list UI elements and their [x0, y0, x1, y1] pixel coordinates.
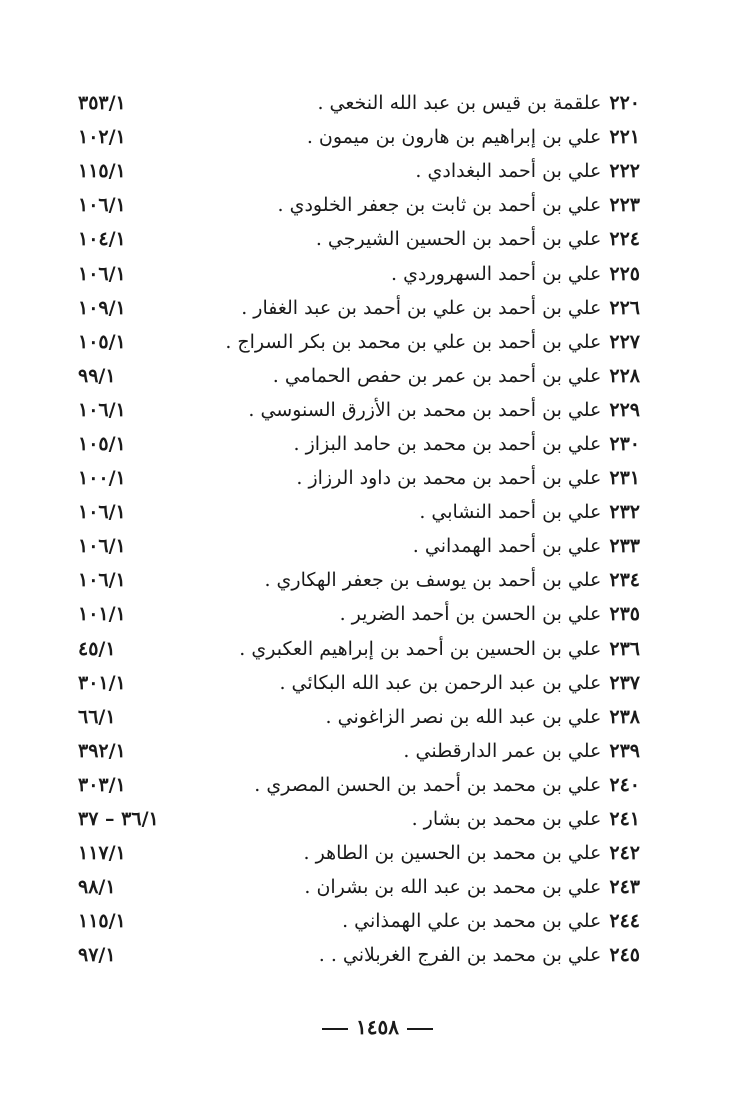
- entry-page-ref: ١١٥/١: [78, 160, 126, 183]
- index-entry: [78, 461, 640, 495]
- entry-number: ٢٤٢: [609, 842, 640, 865]
- index-entry: [78, 325, 640, 359]
- entry-number: ٢٢٣: [609, 194, 640, 217]
- index-entry: [78, 563, 640, 597]
- index-entry: [78, 529, 640, 563]
- index-entry: [78, 836, 640, 870]
- entry-main: [412, 802, 640, 836]
- entry-page-ref: ٣٠١/١: [78, 671, 126, 694]
- entry-page-ref: ١٠٦/١: [78, 535, 126, 558]
- entry-page-ref: ١٠٦/١: [78, 569, 126, 592]
- entry-main: [419, 495, 640, 529]
- entry-main: [248, 393, 640, 427]
- entry-main: [293, 427, 640, 461]
- entry-page-ref: ١٠٠/١: [78, 467, 126, 490]
- entry-name: علي بن إبراهيم بن هارون بن ميمون .: [306, 126, 602, 149]
- entry-page-ref: ١٠٤/١: [78, 228, 126, 251]
- entry-name: علي بن محمد بن علي الهمذاني .: [342, 910, 602, 933]
- entry-page-ref: ٣٦/١ – ٣٧: [78, 808, 159, 831]
- entry-number: ٢٣٩: [609, 739, 640, 762]
- index-entry: [78, 427, 640, 461]
- entry-page-ref: ١٠٩/١: [78, 296, 126, 319]
- index-entry: [78, 222, 640, 256]
- entry-name: علي بن أحمد بن علي بن أحمد بن عبد الغفار .: [241, 296, 602, 319]
- entry-name: علي بن أحمد بن محمد بن حامد البزاز .: [293, 432, 602, 455]
- entry-main: [264, 563, 640, 597]
- entry-name: علي بن الحسين بن أحمد بن إبراهيم العكبري .: [239, 637, 602, 660]
- page-number: ١٤٥٨: [356, 1015, 399, 1039]
- entry-main: [296, 461, 640, 495]
- entry-main: [239, 632, 640, 666]
- index-entry: [78, 86, 640, 120]
- entry-name: علي بن أحمد بن عمر بن حفص الحمامي .: [272, 364, 602, 387]
- entry-name: علي بن محمد بن الفرج الغربلاني . .: [318, 944, 602, 967]
- entry-main: [342, 904, 640, 938]
- entry-number: ٢٣٧: [609, 671, 640, 694]
- index-entry: [78, 393, 640, 427]
- index-entry: [78, 120, 640, 154]
- entry-number: ٢٣٤: [609, 569, 640, 592]
- entry-number: ٢٢٦: [609, 296, 640, 319]
- entry-main: [403, 734, 640, 768]
- entry-number: ٢٣٥: [609, 603, 640, 626]
- index-entry: [78, 597, 640, 631]
- entry-page-ref: ٣٩٢/١: [78, 739, 126, 762]
- entry-page-ref: ٩٩/١: [78, 364, 116, 387]
- entry-name: علي بن أحمد بن يوسف بن جعفر الهكاري .: [264, 569, 602, 592]
- entry-main: [304, 836, 640, 870]
- entry-name: علي بن أحمد بن الحسين الشيرجي .: [315, 228, 602, 251]
- entry-number: ٢٢١: [609, 126, 640, 149]
- index-entry: [78, 700, 640, 734]
- entry-name: علي بن الحسن بن أحمد الضرير .: [339, 603, 602, 626]
- entry-number: ٢٤٠: [609, 773, 640, 796]
- entry-name: علي بن أحمد البغدادي .: [415, 160, 602, 183]
- entry-number: ٢٤١: [609, 808, 640, 831]
- entry-main: [307, 120, 640, 154]
- entry-number: ٢٢٧: [609, 330, 640, 353]
- index-entry: [78, 904, 640, 938]
- entry-number: ٢٢٩: [609, 398, 640, 421]
- index-entry: [78, 154, 640, 188]
- index-entry: [78, 938, 640, 972]
- entry-main: [304, 870, 640, 904]
- entry-name: علي بن أحمد بن ثابت بن جعفر الخلودي .: [277, 194, 602, 217]
- entry-page-ref: ٩٨/١: [78, 876, 116, 899]
- entry-page-ref: ١٠٦/١: [78, 501, 126, 524]
- entry-number: ٢٤٣: [609, 876, 640, 899]
- entry-main: [326, 700, 640, 734]
- entry-page-ref: ٦٦/١: [78, 705, 116, 728]
- entry-name: علي بن عمر الدارقطني .: [403, 739, 602, 762]
- folio-dash-right: [407, 1028, 433, 1030]
- entry-main: [279, 666, 640, 700]
- entry-name: علي بن أحمد السهروردي .: [391, 262, 602, 285]
- index-entry: [78, 632, 640, 666]
- entry-page-ref: ١١٧/١: [78, 842, 126, 865]
- entry-name: علي بن أحمد الهمداني .: [412, 535, 602, 558]
- entry-page-ref: ١٠٥/١: [78, 432, 126, 455]
- index-entry: [78, 256, 640, 290]
- index-entry: [78, 768, 640, 802]
- entry-main: [278, 188, 640, 222]
- entry-number: ٢٣٦: [609, 637, 640, 660]
- index-entry: [78, 359, 640, 393]
- index-entry: [78, 188, 640, 222]
- index-list: [78, 86, 640, 972]
- entry-name: علي بن محمد بن أحمد بن الحسن المصري .: [254, 773, 602, 796]
- entry-number: ٢٣٢: [609, 501, 640, 524]
- entry-main: [273, 359, 640, 393]
- entry-number: ٢٣١: [609, 467, 640, 490]
- entry-number: ٢٢٢: [609, 160, 640, 183]
- index-entry: [78, 495, 640, 529]
- entry-main: [319, 938, 640, 972]
- page-folio: [0, 1015, 755, 1039]
- index-entry: [78, 291, 640, 325]
- entry-page-ref: ٤٥/١: [78, 637, 116, 660]
- entry-page-ref: ٣٥٣/١: [78, 92, 126, 115]
- entry-main: [415, 154, 640, 188]
- entry-page-ref: ١٠٢/١: [78, 126, 126, 149]
- index-entry: [78, 802, 640, 836]
- entry-main: [391, 257, 640, 291]
- entry-number: ٢٣٨: [609, 705, 640, 728]
- entry-page-ref: ١٠٦/١: [78, 262, 126, 285]
- entry-name: علي بن أحمد بن علي بن محمد بن بكر السراج .: [225, 330, 602, 353]
- entry-number: ٢٣٣: [609, 535, 640, 558]
- entry-name: علي بن أحمد بن محمد بن الأزرق السنوسي .: [248, 398, 602, 421]
- entry-page-ref: ٣٠٣/١: [78, 773, 126, 796]
- entry-name: علي بن أحمد بن محمد بن داود الرزاز .: [296, 467, 602, 490]
- entry-number: ٢٢٤: [609, 228, 640, 251]
- entry-name: علي بن محمد بن الحسين بن الطاهر .: [303, 842, 602, 865]
- folio-dash-left: [322, 1028, 348, 1030]
- entry-name: علي بن محمد بن بشار .: [411, 808, 602, 831]
- entry-main: [317, 86, 640, 120]
- entry-main: [340, 597, 640, 631]
- index-entry: [78, 666, 640, 700]
- entry-name: علي بن عبد الرحمن بن عبد الله البكائي .: [279, 671, 602, 694]
- entry-name: علي بن عبد الله بن نصر الزاغوني .: [325, 705, 602, 728]
- entry-name: علي بن محمد بن عبد الله بن بشران .: [304, 876, 602, 899]
- entry-name: علقمة بن قيس بن عبد الله النخعي .: [317, 92, 602, 115]
- entry-main: [413, 529, 640, 563]
- entry-number: ٢٢٥: [609, 262, 640, 285]
- entry-page-ref: ١٠٦/١: [78, 194, 126, 217]
- entry-number: ٢٢٨: [609, 364, 640, 387]
- entry-page-ref: ١٠٥/١: [78, 330, 126, 353]
- entry-number: ٢٣٠: [609, 432, 640, 455]
- index-entry: [78, 870, 640, 904]
- entry-number: ٢٤٤: [609, 910, 640, 933]
- entry-main: [254, 768, 640, 802]
- entry-page-ref: ١٠٦/١: [78, 398, 126, 421]
- entry-name: علي بن أحمد النشابي .: [419, 501, 602, 524]
- index-entry: [78, 734, 640, 768]
- entry-main: [241, 291, 640, 325]
- entry-page-ref: ١٠١/١: [78, 603, 126, 626]
- entry-number: ٢٢٠: [609, 92, 640, 115]
- entry-number: ٢٤٥: [609, 944, 640, 967]
- entry-page-ref: ١١٥/١: [78, 910, 126, 933]
- entry-main: [316, 222, 640, 256]
- entry-page-ref: ٩٧/١: [78, 944, 116, 967]
- entry-main: [225, 325, 640, 359]
